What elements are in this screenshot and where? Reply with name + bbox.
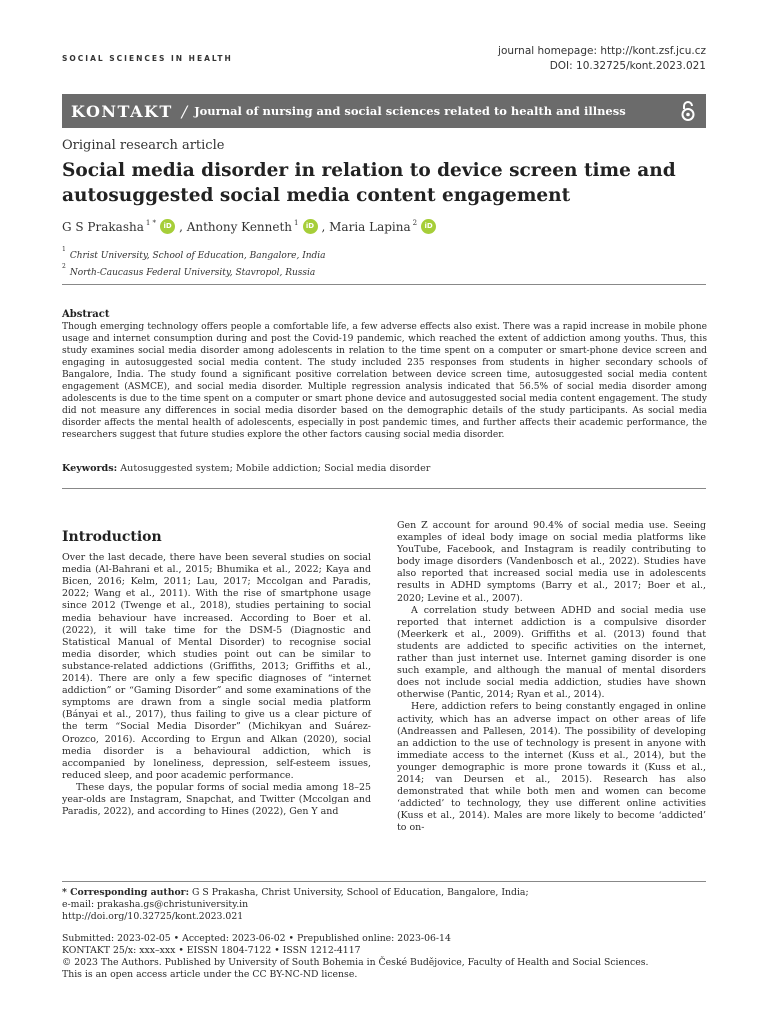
abstract-body: Though emerging technology offers people a comfortable life, a few adverse effects also exist. There was a rapid increase in mobile phone usage and internet consumption during and post the Covid-19 pandemic, which reached the extent of addiction among youths. Thus, this study examines social media disorder among adolescents in relation to the time spent on a computer or smart-phone device screen and engaging in autosuggested social media content. The study included 235 responses from students in higher secondary schools of Bangalore, India. The study found a significant positive correlation between device screen time, autosuggested social media content engagement (ASMCE), and social media disorder. Multiple regression analysis indicated that 56.5% of social media disorder among adolescents is due to the time spent on a computer or smart phone device and autosuggested social media content engagement. The study did not measure any differences in social media disorder based on the demographic details of the study participants. As social media disorder affects the mental health of adolescents, especially in post pandemic times, and further affects their academic performance, the researchers suggest that future studies explore the other factors causing social media disorder. — [62, 322, 707, 440]
open-access-icon[interactable] — [679, 100, 697, 122]
body-column-left — [62, 520, 371, 818]
banner-subtitle: Journal of nursing and social sciences related to health and illness — [194, 104, 626, 118]
license-notice: This is an open access article under the CC BY-NC-ND license. — [62, 969, 358, 980]
article-doi-link[interactable]: http://doi.org/10.32725/kont.2023.021 — [62, 911, 244, 922]
author-affiliation-marker: 1 * — [145, 218, 157, 227]
keywords — [62, 463, 430, 474]
doi-link[interactable]: DOI: 10.32725/kont.2023.021 — [549, 60, 706, 72]
banner-brand: KONTAKT — [71, 101, 173, 121]
article-type: Original research article — [62, 138, 225, 153]
author-name[interactable]: , Maria Lapina — [321, 219, 411, 234]
author-list — [62, 219, 440, 234]
corresponding-author-text: G S Prakasha, Christ University, School of Education, Bangalore, India; — [191, 887, 529, 898]
divider — [62, 284, 706, 285]
journal-banner — [62, 94, 706, 128]
journal-homepage-link[interactable]: journal homepage: http://kont.zsf.jcu.cz — [498, 45, 706, 57]
publication-dates: Submitted: 2023-02-05 • Accepted: 2023-06-02 • Prepublished online: 2023-06-14 — [62, 933, 451, 944]
author-name[interactable]: G S Prakasha — [62, 219, 144, 234]
body-paragraph: These days, the popular forms of social media among 18–25 year-olds are Instagram, Snapchat, and Twitter (Mccolgan and Paradis, 2022), and according to Hines (2022), Gen Y and — [62, 781, 371, 818]
body-column-right — [397, 520, 706, 834]
author-affiliation-marker: 1 — [294, 218, 299, 227]
corresponding-author — [62, 887, 706, 899]
keywords-label: Keywords: — [62, 463, 118, 474]
copyright-notice: © 2023 The Authors. Published by University of South Bohemia in České Budějovice, Faculty of Health and Social Sciences. — [62, 957, 649, 968]
author-name[interactable]: , Anthony Kenneth — [179, 219, 293, 234]
affiliation-item: $^1$Christ University, School of Education, Bangalore, India — [62, 246, 326, 261]
footnote — [62, 887, 706, 981]
journal-homepage-block — [498, 44, 706, 74]
section-heading-introduction: Introduction — [62, 529, 162, 545]
body-paragraph: Here, addiction refers to being constantly engaged in online activity, which has an adverse impact on other areas of life (Andreassen and Pallesen, 2014). The possibility of developing an addiction to the use of technology is present in anyone with immediate access to the internet (Kuss et al., 2014), but the younger demographic is more prone towards it (Kuss et al., 2014; van Deursen et al., 2015). Research has also demonstrated that while both men and women can become ‘addicted’ to technology, they use different online activities (Kuss et al., 2014). Males are more likely to become ‘addicted’ to on- — [397, 701, 706, 834]
body-paragraph: Gen Z account for around 90.4% of social media use. Seeing examples of ideal body image on social media platforms like YouTube, Facebook, and Instagram is readily contributing to body image disorders (Vandenbosch et al., 2022). Studies have also reported that increased social media use in adolescents results in ADHD symptoms (Barry et al., 2017; Boer et al., 2020; Levine et al., 2007). — [397, 520, 706, 604]
orcid-icon[interactable]: iD — [160, 219, 175, 234]
issn-info: KONTAKT 25/x: xxx–xxx • EISSN 1804-7122 • ISSN 1212-4117 — [62, 945, 361, 956]
body-paragraph: Over the last decade, there have been several studies on social media (Al-Bahrani et al., 2015; Bhumika et al., 2022; Kaya and Bicen, 2016; Kelm, 2011; Lau, 2017; Mccolgan and Paradis, 2022; Wang et al., 2011). With the rise of smartphone usage since 2012 (Twenge et al., 2018), studies pertaining to social media behaviour have increased. According to Boer et al. (2022), it will take time for the DSM-5 (Diagnostic and Statistical Manual of Mental Disorder) to recognise social media disorder, which studies point out can be similar to substance-related addictions (Griffiths, 2013; Griffiths et al., 2014). There are only a few specific diagnoses of “internet addiction” or “Gaming Disorder” and some examinations of the symptoms are drawn from a single social media platform (Bányai et al., 2017), thus failing to give us a clear picture of the term “Social Media Disorder” (Michikyan and Suárez-Orozco, 2016). According to Ergun and Alkan (2020), social media disorder is a behavioural addiction, which is accompanied by loneliness, depression, self-esteem issues, reduced sleep, and poor academic performance. — [62, 552, 371, 781]
article-title: Social media disorder in relation to device screen time and autosuggested social media content engagement — [62, 160, 676, 206]
abstract-heading: Abstract — [62, 309, 110, 320]
body-paragraph: A correlation study between ADHD and social media use reported that internet addiction is a compulsive disorder (Meerkerk et al., 2009). Griffiths et al. (2013) found that students are addicted to specific activities on the internet, rather than just internet use. Internet gaming disorder is one such example, and although the manual of mental disorders does not include social media addiction, studies have shown otherwise (Pantic, 2014; Ryan et al., 2014). — [397, 604, 706, 701]
affiliations — [62, 246, 326, 280]
orcid-icon[interactable]: iD — [421, 219, 436, 234]
affiliation-item: $^2$North-Caucasus Federal University, Stavropol, Russia — [62, 263, 316, 278]
keywords-list: Autosuggested system; Mobile addiction; Social media disorder — [120, 463, 431, 474]
divider — [62, 881, 706, 882]
orcid-icon[interactable]: iD — [303, 219, 318, 234]
banner-separator: / — [181, 101, 188, 121]
journal-label: SOCIAL SCIENCES IN HEALTH — [62, 54, 233, 63]
corresponding-author-label: * Corresponding author: — [62, 887, 190, 898]
divider — [62, 488, 706, 489]
author-affiliation-marker: 2 — [412, 218, 418, 227]
corresponding-email[interactable]: e-mail: prakasha.gs@christuniversity.in — [62, 899, 249, 910]
